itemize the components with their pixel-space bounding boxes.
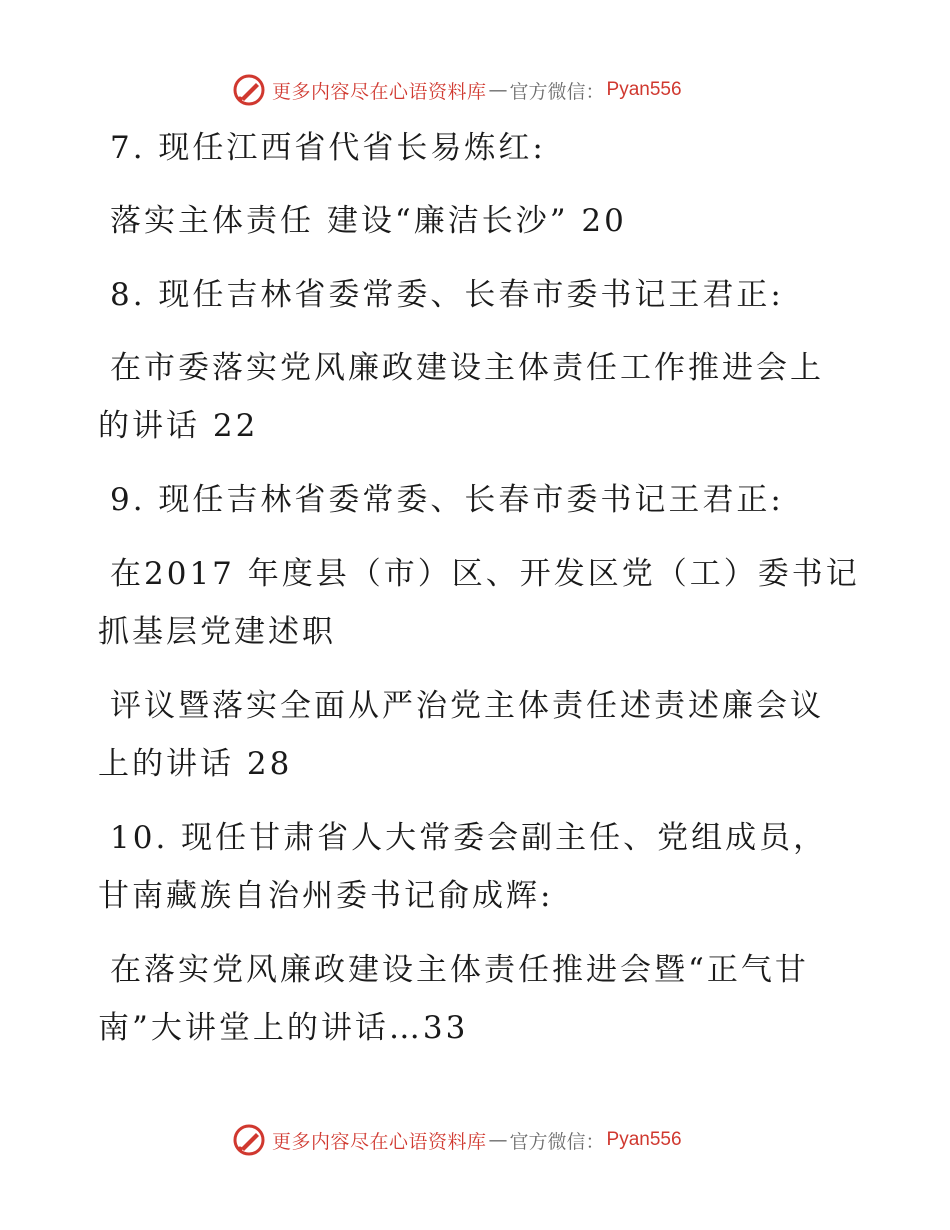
toc-entry-9-title-line2: 抓基层党建述职 bbox=[98, 614, 336, 650]
toc-entry-10-heading-line1: 10. 现任甘肃省人大常委会副主任、党组成员， bbox=[110, 820, 828, 856]
toc-entry-8-title-line2: 的讲话 22 bbox=[98, 408, 259, 444]
toc-entry-8-heading: 8. 现任吉林省委常委、长春市委书记王君正: bbox=[110, 277, 784, 313]
pen-logo-icon bbox=[232, 73, 266, 107]
toc-entry-8-title-line1: 在市委落实党风廉政建设主体责任工作推进会上 bbox=[110, 350, 824, 386]
toc-entry-7-title: 落实主体责任 建设“廉洁长沙” 20 bbox=[110, 203, 627, 239]
toc-entry-9-title-line1: 在2017 年度县（市）区、开发区党（工）委书记 bbox=[110, 556, 860, 592]
top-watermark-banner bbox=[232, 72, 712, 108]
toc-entry-9-heading: 9. 现任吉林省委常委、长春市委书记王君正: bbox=[110, 482, 784, 518]
toc-entry-10-title-line2: 南”大讲堂上的讲话…33 bbox=[98, 1010, 469, 1046]
toc-entry-10-title-line1: 在落实党风廉政建设主体责任推进会暨“正气甘 bbox=[110, 952, 809, 988]
toc-entry-9-title-line3: 评议暨落实全面从严治党主体责任述责述廉会议 bbox=[110, 688, 824, 724]
banner-wechat-id: Pyan556 bbox=[606, 79, 682, 100]
toc-entry-7-heading: 7. 现任江西省代省长易炼红: bbox=[110, 130, 546, 166]
banner-wechat-label: 官方微信： bbox=[509, 80, 605, 103]
banner-wechat-label: 官方微信： bbox=[509, 1130, 605, 1153]
banner-wechat-id: Pyan556 bbox=[606, 1129, 682, 1150]
banner-dash: — bbox=[488, 1129, 508, 1151]
banner-brand-text: 更多内容尽在心语资料库 bbox=[272, 80, 487, 103]
toc-entry-9-title-line4: 上的讲话 28 bbox=[98, 746, 293, 782]
pen-logo-icon bbox=[232, 1123, 266, 1157]
toc-entry-10-heading-line2: 甘南藏族自治州委书记俞成辉: bbox=[98, 878, 554, 914]
banner-dash: — bbox=[488, 79, 508, 101]
bottom-watermark-banner bbox=[232, 1122, 712, 1158]
banner-brand-text: 更多内容尽在心语资料库 bbox=[272, 1130, 487, 1153]
